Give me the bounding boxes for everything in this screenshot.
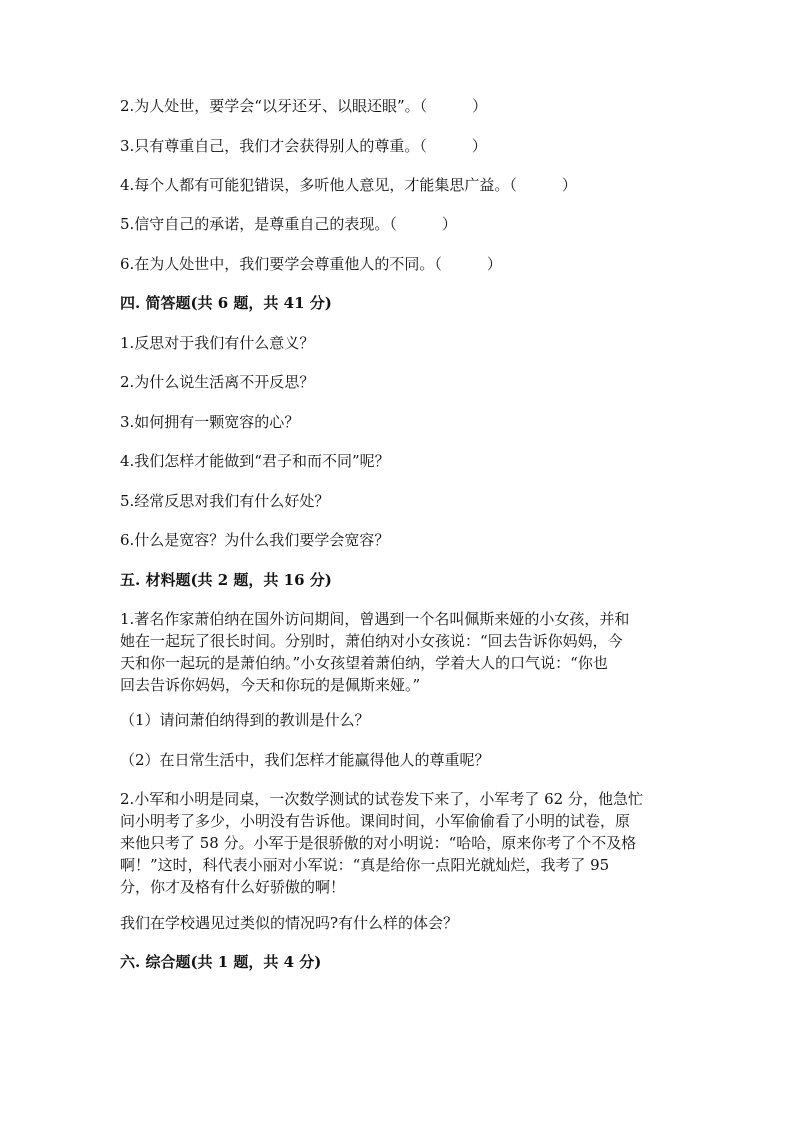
section-heading-material: 五. 材料题(共 2 题，共 16 分) xyxy=(120,571,332,589)
material-question-2 xyxy=(120,788,680,898)
short-answer-item-4: 4.我们怎样才能做到“君子和而不同”呢？ xyxy=(120,452,390,470)
material-q2-line: 2.小军和小明是同桌，一次数学测试的试卷发下来了，小军考了 62 分，他急忙 xyxy=(120,790,643,808)
material-q2-line: 问小明考了多少，小明没有告诉他。课间时间，小军偷偷看了小明的试卷，原 xyxy=(120,812,631,830)
section-heading-short-answer: 四. 简答题(共 6 题，共 41 分) xyxy=(120,294,332,312)
short-answer-item-1: 1.反思对于我们有什么意义？ xyxy=(120,334,315,352)
material-q2-line: 啊！”这时，科代表小丽对小军说：“真是给你一点阳光就灿烂，我考了 95 xyxy=(120,856,610,874)
short-answer-item-3: 3.如何拥有一颗宽容的心？ xyxy=(120,413,300,431)
short-answer-item-5: 5.经常反思对我们有什么好处？ xyxy=(120,492,330,510)
judgement-item-2: 2.为人处世，要学会“以牙还牙、以眼还眼”。（ ） xyxy=(120,97,488,115)
section-heading-comprehensive: 六. 综合题(共 1 题，共 4 分) xyxy=(120,953,322,971)
judgement-item-5: 5.信守自己的承诺，是尊重自己的表现。（ ） xyxy=(120,215,457,233)
judgement-item-3: 3.只有尊重自己，我们才会获得别人的尊重。（ ） xyxy=(120,137,487,155)
short-answer-item-2: 2.为什么说生活离不开反思？ xyxy=(120,373,315,391)
material-q1-sub-1: （1）请问萧伯纳得到的教训是什么？ xyxy=(120,711,370,729)
material-q2-line: 分，你才及格有什么好骄傲的啊！ xyxy=(120,878,346,896)
material-q2-question: 我们在学校遇见过类似的情况吗?有什么样的体会？ xyxy=(120,914,459,932)
judgement-item-4: 4.每个人都有可能犯错误，多听他人意见，才能集思广益。（ ） xyxy=(120,176,577,194)
material-q1-sub-2: （2）在日常生活中，我们怎样才能赢得他人的尊重呢？ xyxy=(120,751,490,769)
material-q1-line: 她在一起玩了很长时间。分别时，萧伯纳对小女孩说：“回去告诉你妈妈，今 xyxy=(120,632,623,650)
material-q1-line: 1.著名作家萧伯纳在国外访问期间，曾遇到一个名叫佩斯来娅的小女孩，并和 xyxy=(120,610,630,628)
material-question-1 xyxy=(120,608,680,696)
judgement-item-6: 6.在为人处世中，我们要学会尊重他人的不同。（ ） xyxy=(120,255,502,273)
material-q2-line: 来他只考了 58 分。小军于是很骄傲的对小明说：“哈哈，原来你考了个不及格 xyxy=(120,834,637,852)
short-answer-item-6: 6.什么是宽容？为什么我们要学会宽容？ xyxy=(120,531,390,549)
material-q1-line: 回去告诉你妈妈，今天和你玩的是佩斯来娅。” xyxy=(120,676,421,694)
material-q1-line: 天和你一起玩的是萧伯纳。”小女孩望着萧伯纳，学着大人的口气说：“你也 xyxy=(120,654,608,672)
